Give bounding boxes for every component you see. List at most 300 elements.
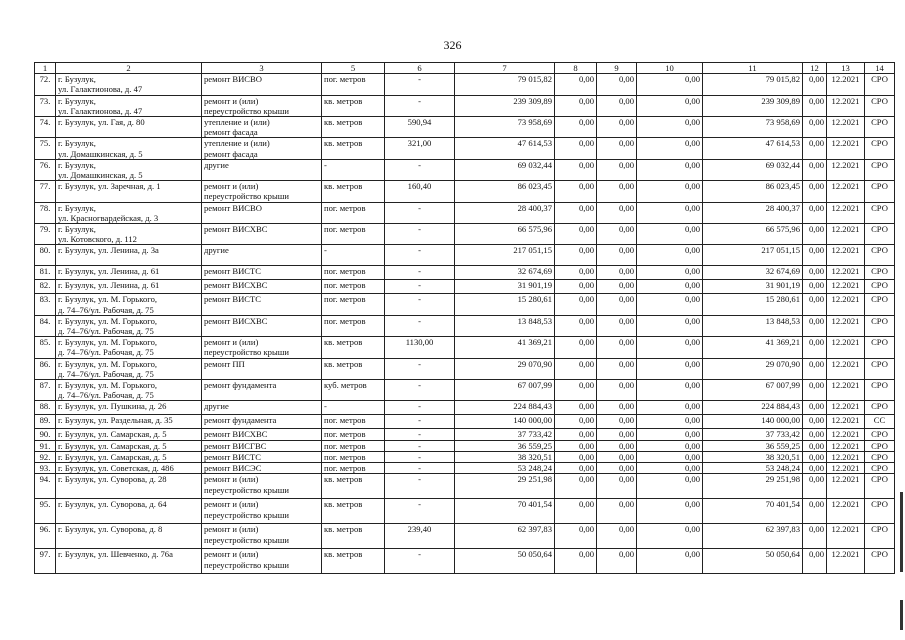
quantity-cell: - xyxy=(385,415,455,429)
table-row xyxy=(35,159,895,180)
address-cell-line: г. Бузулук, xyxy=(58,74,96,85)
address-cell xyxy=(56,524,202,549)
value-cell: 0,00 xyxy=(597,474,637,499)
value-cell: 0,00 xyxy=(555,138,597,159)
work-type-cell-line: ремонт и (или) xyxy=(204,549,259,560)
source-cell: СРО xyxy=(865,245,895,266)
value-cell: 0,00 xyxy=(555,429,597,440)
row-number: 95. xyxy=(35,499,56,524)
total-cost-cell: 70 401,54 xyxy=(455,499,555,524)
table-row xyxy=(35,358,895,379)
date-cell: 12.2021 xyxy=(827,202,865,223)
value-cell: 0,00 xyxy=(637,451,703,462)
address-cell-line: г. Бузулук, ул. Гая, д. 80 xyxy=(58,117,145,128)
value-cell: 28 400,37 xyxy=(703,202,803,223)
quantity-cell: - xyxy=(385,224,455,245)
total-cost-cell: 13 848,53 xyxy=(455,315,555,336)
table-row xyxy=(35,463,895,474)
value-cell: 0,00 xyxy=(597,74,637,95)
date-cell: 12.2021 xyxy=(827,337,865,358)
value-cell: 31 901,19 xyxy=(703,280,803,294)
column-header: 9 xyxy=(597,63,637,74)
date-cell: 12.2021 xyxy=(827,224,865,245)
table-row xyxy=(35,202,895,223)
value-cell: 0,00 xyxy=(803,74,827,95)
address-cell xyxy=(56,440,202,451)
value-cell: 0,00 xyxy=(555,440,597,451)
table-body xyxy=(35,74,895,574)
total-cost-cell: 50 050,64 xyxy=(455,549,555,574)
quantity-cell: - xyxy=(385,315,455,336)
source-cell: СРО xyxy=(865,380,895,401)
address-cell-line: г. Бузулук, ул. Самарская, д. 5 xyxy=(58,451,167,462)
address-cell xyxy=(56,549,202,574)
table-row xyxy=(35,181,895,202)
value-cell: 0,00 xyxy=(803,266,827,280)
source-cell: СРО xyxy=(865,159,895,180)
address-cell-line: г. Бузулук, ул. Суворова, д. 64 xyxy=(58,499,167,510)
value-cell: 0,00 xyxy=(597,181,637,202)
date-cell: 12.2021 xyxy=(827,429,865,440)
work-type-cell xyxy=(202,95,322,116)
address-cell xyxy=(56,294,202,315)
address-cell xyxy=(56,380,202,401)
value-cell: 0,00 xyxy=(803,499,827,524)
address-cell-line: г. Бузулук, ул. Ленина, д. 61 xyxy=(58,266,160,277)
address-cell-line: ул. Красногвардейская, д. 3 xyxy=(58,212,159,223)
column-header: 6 xyxy=(385,63,455,74)
address-cell-line: г. Бузулук, ул. М. Горького, xyxy=(58,294,158,305)
work-type-cell-line: ремонт фундамента xyxy=(204,415,277,426)
value-cell: 0,00 xyxy=(555,337,597,358)
value-cell: 0,00 xyxy=(597,380,637,401)
address-cell-line: ул. Домашкинская, д. 5 xyxy=(58,148,143,159)
quantity-cell: - xyxy=(385,294,455,315)
total-cost-cell: 29 251,98 xyxy=(455,474,555,499)
unit-cell: - xyxy=(322,401,385,415)
value-cell: 0,00 xyxy=(637,74,703,95)
value-cell: 0,00 xyxy=(803,95,827,116)
work-type-cell xyxy=(202,474,322,499)
work-type-cell-line: ремонт ВИСТС xyxy=(204,266,262,277)
address-cell xyxy=(56,159,202,180)
address-cell xyxy=(56,266,202,280)
source-cell: СРО xyxy=(865,337,895,358)
total-cost-cell: 28 400,37 xyxy=(455,202,555,223)
address-cell-line: г. Бузулук, ул. Самарская, д. 5 xyxy=(58,440,167,451)
work-type-cell xyxy=(202,315,322,336)
total-cost-cell: 53 248,24 xyxy=(455,463,555,474)
total-cost-cell: 67 007,99 xyxy=(455,380,555,401)
row-number: 80. xyxy=(35,245,56,266)
total-cost-cell: 47 614,53 xyxy=(455,138,555,159)
value-cell: 0,00 xyxy=(803,474,827,499)
address-cell-line: г. Бузулук, ул. М. Горького, xyxy=(58,315,158,326)
quantity-cell: - xyxy=(385,358,455,379)
value-cell: 0,00 xyxy=(597,451,637,462)
source-cell: СРО xyxy=(865,294,895,315)
value-cell: 70 401,54 xyxy=(703,499,803,524)
address-cell xyxy=(56,474,202,499)
value-cell: 0,00 xyxy=(637,315,703,336)
row-number: 77. xyxy=(35,181,56,202)
value-cell: 0,00 xyxy=(637,117,703,138)
total-cost-cell: 31 901,19 xyxy=(455,280,555,294)
quantity-cell: - xyxy=(385,266,455,280)
unit-cell: кв. метров xyxy=(322,524,385,549)
column-header: 13 xyxy=(827,63,865,74)
work-type-cell-line: ремонт и (или) xyxy=(204,524,259,535)
register-table xyxy=(34,62,895,574)
value-cell: 0,00 xyxy=(597,294,637,315)
value-cell: 217 051,15 xyxy=(703,245,803,266)
source-cell: СРО xyxy=(865,315,895,336)
quantity-cell: 239,40 xyxy=(385,524,455,549)
date-cell: 12.2021 xyxy=(827,245,865,266)
source-cell: СРО xyxy=(865,280,895,294)
value-cell: 0,00 xyxy=(597,202,637,223)
table-row xyxy=(35,401,895,415)
work-type-cell-line: ремонт и (или) xyxy=(204,95,259,106)
value-cell: 0,00 xyxy=(803,159,827,180)
unit-cell: пог. метров xyxy=(322,429,385,440)
unit-cell: кв. метров xyxy=(322,549,385,574)
unit-cell: пог. метров xyxy=(322,224,385,245)
work-type-cell xyxy=(202,117,322,138)
value-cell: 0,00 xyxy=(637,337,703,358)
value-cell: 0,00 xyxy=(555,380,597,401)
source-cell: СРО xyxy=(865,549,895,574)
value-cell: 0,00 xyxy=(803,202,827,223)
column-header: 1 xyxy=(35,63,56,74)
column-header: 3 xyxy=(202,63,322,74)
value-cell: 0,00 xyxy=(803,401,827,415)
date-cell: 12.2021 xyxy=(827,474,865,499)
table-row xyxy=(35,245,895,266)
quantity-cell: - xyxy=(385,463,455,474)
value-cell: 0,00 xyxy=(637,95,703,116)
work-type-cell-line: переустройство крыши xyxy=(204,191,289,202)
address-cell-line: г. Бузулук, ул. Пушкина, д. 26 xyxy=(58,401,167,412)
address-cell xyxy=(56,138,202,159)
date-cell: 12.2021 xyxy=(827,415,865,429)
row-number: 90. xyxy=(35,429,56,440)
value-cell: 0,00 xyxy=(597,429,637,440)
address-cell xyxy=(56,181,202,202)
work-type-cell-line: переустройство крыши xyxy=(204,559,289,570)
row-number: 72. xyxy=(35,74,56,95)
row-number: 74. xyxy=(35,117,56,138)
total-cost-cell: 140 000,00 xyxy=(455,415,555,429)
value-cell: 0,00 xyxy=(597,440,637,451)
value-cell: 0,00 xyxy=(637,294,703,315)
row-number: 78. xyxy=(35,202,56,223)
work-type-cell-line: ремонт фасада xyxy=(204,127,258,138)
work-type-cell xyxy=(202,429,322,440)
value-cell: 0,00 xyxy=(555,549,597,574)
value-cell: 0,00 xyxy=(597,499,637,524)
date-cell: 12.2021 xyxy=(827,401,865,415)
page-number: 326 xyxy=(443,38,462,52)
work-type-cell-line: другие xyxy=(204,401,229,412)
table-row xyxy=(35,95,895,116)
value-cell: 0,00 xyxy=(597,138,637,159)
quantity-cell: - xyxy=(385,380,455,401)
value-cell: 0,00 xyxy=(597,415,637,429)
quantity-cell: 1130,00 xyxy=(385,337,455,358)
work-type-cell xyxy=(202,401,322,415)
address-cell xyxy=(56,463,202,474)
work-type-cell-line: переустройство крыши xyxy=(204,509,289,520)
date-cell: 12.2021 xyxy=(827,74,865,95)
work-type-cell-line: ремонт фундамента xyxy=(204,380,277,391)
address-cell xyxy=(56,451,202,462)
value-cell: 0,00 xyxy=(555,266,597,280)
value-cell: 0,00 xyxy=(555,245,597,266)
address-cell xyxy=(56,429,202,440)
work-type-cell xyxy=(202,380,322,401)
value-cell: 0,00 xyxy=(637,463,703,474)
quantity-cell: - xyxy=(385,429,455,440)
value-cell: 0,00 xyxy=(555,181,597,202)
address-cell xyxy=(56,280,202,294)
table-row xyxy=(35,117,895,138)
table-row xyxy=(35,74,895,95)
address-cell-line: г. Бузулук, xyxy=(58,159,96,170)
value-cell: 0,00 xyxy=(555,315,597,336)
value-cell: 0,00 xyxy=(803,280,827,294)
unit-cell: пог. метров xyxy=(322,315,385,336)
work-type-cell-line: переустройство крыши xyxy=(204,105,289,116)
table-row xyxy=(35,524,895,549)
date-cell: 12.2021 xyxy=(827,294,865,315)
quantity-cell: - xyxy=(385,474,455,499)
column-number-header xyxy=(35,63,895,74)
quantity-cell: - xyxy=(385,440,455,451)
table-row xyxy=(35,280,895,294)
work-type-cell xyxy=(202,451,322,462)
address-cell xyxy=(56,315,202,336)
date-cell: 12.2021 xyxy=(827,380,865,401)
row-number: 83. xyxy=(35,294,56,315)
value-cell: 32 674,69 xyxy=(703,266,803,280)
value-cell: 0,00 xyxy=(597,280,637,294)
value-cell: 0,00 xyxy=(555,499,597,524)
unit-cell: - xyxy=(322,159,385,180)
work-type-cell xyxy=(202,440,322,451)
value-cell: 0,00 xyxy=(803,451,827,462)
source-cell: СРО xyxy=(865,181,895,202)
date-cell: 12.2021 xyxy=(827,440,865,451)
value-cell: 0,00 xyxy=(597,245,637,266)
value-cell: 0,00 xyxy=(597,266,637,280)
scan-edge-mark xyxy=(900,600,903,630)
row-number: 93. xyxy=(35,463,56,474)
source-cell: СРО xyxy=(865,463,895,474)
source-cell: СРО xyxy=(865,474,895,499)
work-type-cell xyxy=(202,74,322,95)
date-cell: 12.2021 xyxy=(827,499,865,524)
source-cell: СРО xyxy=(865,74,895,95)
row-number: 94. xyxy=(35,474,56,499)
table-row xyxy=(35,451,895,462)
date-cell: 12.2021 xyxy=(827,358,865,379)
address-cell-line: д. 74–76/ул. Рабочая, д. 75 xyxy=(58,304,154,315)
quantity-cell: - xyxy=(385,159,455,180)
work-type-cell-line: ремонт ВИСВО xyxy=(204,202,262,213)
value-cell: 0,00 xyxy=(637,401,703,415)
value-cell: 0,00 xyxy=(637,415,703,429)
quantity-cell: 160,40 xyxy=(385,181,455,202)
source-cell: СРО xyxy=(865,440,895,451)
row-number: 96. xyxy=(35,524,56,549)
value-cell: 0,00 xyxy=(555,280,597,294)
date-cell: 12.2021 xyxy=(827,280,865,294)
value-cell: 0,00 xyxy=(803,181,827,202)
value-cell: 15 280,61 xyxy=(703,294,803,315)
value-cell: 29 251,98 xyxy=(703,474,803,499)
date-cell: 12.2021 xyxy=(827,315,865,336)
value-cell: 0,00 xyxy=(637,266,703,280)
work-type-cell-line: ремонт фасада xyxy=(204,148,258,159)
total-cost-cell: 217 051,15 xyxy=(455,245,555,266)
date-cell: 12.2021 xyxy=(827,524,865,549)
unit-cell: кв. метров xyxy=(322,337,385,358)
work-type-cell-line: утепление и (или) xyxy=(204,117,270,128)
work-type-cell-line: утепление и (или) xyxy=(204,138,270,149)
address-cell-line: г. Бузулук, xyxy=(58,95,96,106)
work-type-cell xyxy=(202,159,322,180)
source-cell: СРО xyxy=(865,202,895,223)
source-cell: СРО xyxy=(865,524,895,549)
source-cell: СРО xyxy=(865,451,895,462)
value-cell: 0,00 xyxy=(803,463,827,474)
address-cell-line: г. Бузулук, xyxy=(58,202,96,213)
row-number: 87. xyxy=(35,380,56,401)
value-cell: 13 848,53 xyxy=(703,315,803,336)
table-row xyxy=(35,549,895,574)
scan-edge-mark xyxy=(900,492,903,572)
value-cell: 0,00 xyxy=(637,280,703,294)
address-cell-line: ул. Галактионова, д. 47 xyxy=(58,84,143,95)
work-type-cell-line: переустройство крыши xyxy=(204,534,289,545)
value-cell: 0,00 xyxy=(555,159,597,180)
source-cell: СРО xyxy=(865,95,895,116)
address-cell xyxy=(56,95,202,116)
total-cost-cell: 41 369,21 xyxy=(455,337,555,358)
source-cell: СРО xyxy=(865,266,895,280)
address-cell xyxy=(56,202,202,223)
work-type-cell-line: ремонт ВИСГВС xyxy=(204,440,267,451)
value-cell: 224 884,43 xyxy=(703,401,803,415)
work-type-cell xyxy=(202,549,322,574)
row-number: 82. xyxy=(35,280,56,294)
total-cost-cell: 38 320,51 xyxy=(455,451,555,462)
address-cell-line: д. 74–76/ул. Рабочая, д. 75 xyxy=(58,368,154,379)
quantity-cell: - xyxy=(385,280,455,294)
source-cell: СРО xyxy=(865,499,895,524)
work-type-cell xyxy=(202,337,322,358)
date-cell: 12.2021 xyxy=(827,95,865,116)
column-header: 10 xyxy=(637,63,703,74)
value-cell: 0,00 xyxy=(555,224,597,245)
address-cell-line: г. Бузулук, ул. Шевченко, д. 76а xyxy=(58,549,173,560)
value-cell: 0,00 xyxy=(637,181,703,202)
value-cell: 0,00 xyxy=(597,549,637,574)
total-cost-cell: 15 280,61 xyxy=(455,294,555,315)
column-header: 14 xyxy=(865,63,895,74)
value-cell: 0,00 xyxy=(555,463,597,474)
address-cell-line: г. Бузулук, ул. Ленина, д. 3а xyxy=(58,245,159,256)
unit-cell: пог. метров xyxy=(322,440,385,451)
value-cell: 0,00 xyxy=(803,315,827,336)
value-cell: 86 023,45 xyxy=(703,181,803,202)
quantity-cell: - xyxy=(385,74,455,95)
value-cell: 0,00 xyxy=(597,117,637,138)
value-cell: 0,00 xyxy=(637,159,703,180)
value-cell: 0,00 xyxy=(803,440,827,451)
value-cell: 0,00 xyxy=(803,380,827,401)
total-cost-cell: 29 070,90 xyxy=(455,358,555,379)
work-type-cell-line: ремонт и (или) xyxy=(204,337,259,348)
value-cell: 73 958,69 xyxy=(703,117,803,138)
table-row xyxy=(35,224,895,245)
value-cell: 0,00 xyxy=(803,549,827,574)
value-cell: 0,00 xyxy=(597,159,637,180)
value-cell: 0,00 xyxy=(803,337,827,358)
source-cell: СРО xyxy=(865,401,895,415)
address-cell xyxy=(56,117,202,138)
value-cell: 0,00 xyxy=(637,429,703,440)
address-cell-line: г. Бузулук, xyxy=(58,224,96,235)
total-cost-cell: 62 397,83 xyxy=(455,524,555,549)
row-number: 89. xyxy=(35,415,56,429)
value-cell: 0,00 xyxy=(803,294,827,315)
value-cell: 47 614,53 xyxy=(703,138,803,159)
value-cell: 66 575,96 xyxy=(703,224,803,245)
address-cell-line: г. Бузулук, ул. Советская, д. 486 xyxy=(58,463,174,474)
value-cell: 0,00 xyxy=(597,524,637,549)
address-cell-line: ул. Домашкинская, д. 5 xyxy=(58,170,143,181)
address-cell-line: г. Бузулук, ул. Суворова, д. 8 xyxy=(58,524,163,535)
unit-cell: пог. метров xyxy=(322,74,385,95)
value-cell: 50 050,64 xyxy=(703,549,803,574)
table-row xyxy=(35,138,895,159)
address-cell-line: д. 74–76/ул. Рабочая, д. 75 xyxy=(58,326,154,337)
value-cell: 0,00 xyxy=(555,74,597,95)
row-number: 76. xyxy=(35,159,56,180)
value-cell: 0,00 xyxy=(555,294,597,315)
work-type-cell xyxy=(202,138,322,159)
work-type-cell xyxy=(202,499,322,524)
value-cell: 0,00 xyxy=(555,401,597,415)
unit-cell: пог. метров xyxy=(322,451,385,462)
date-cell: 12.2021 xyxy=(827,549,865,574)
table-row xyxy=(35,429,895,440)
address-cell xyxy=(56,74,202,95)
date-cell: 12.2021 xyxy=(827,117,865,138)
value-cell: 0,00 xyxy=(555,524,597,549)
value-cell: 0,00 xyxy=(637,524,703,549)
value-cell: 0,00 xyxy=(637,499,703,524)
total-cost-cell: 73 958,69 xyxy=(455,117,555,138)
address-cell xyxy=(56,401,202,415)
value-cell: 67 007,99 xyxy=(703,380,803,401)
work-type-cell-line: ремонт ВИСТС xyxy=(204,451,262,462)
source-cell: СРО xyxy=(865,224,895,245)
date-cell: 12.2021 xyxy=(827,266,865,280)
date-cell: 12.2021 xyxy=(827,463,865,474)
